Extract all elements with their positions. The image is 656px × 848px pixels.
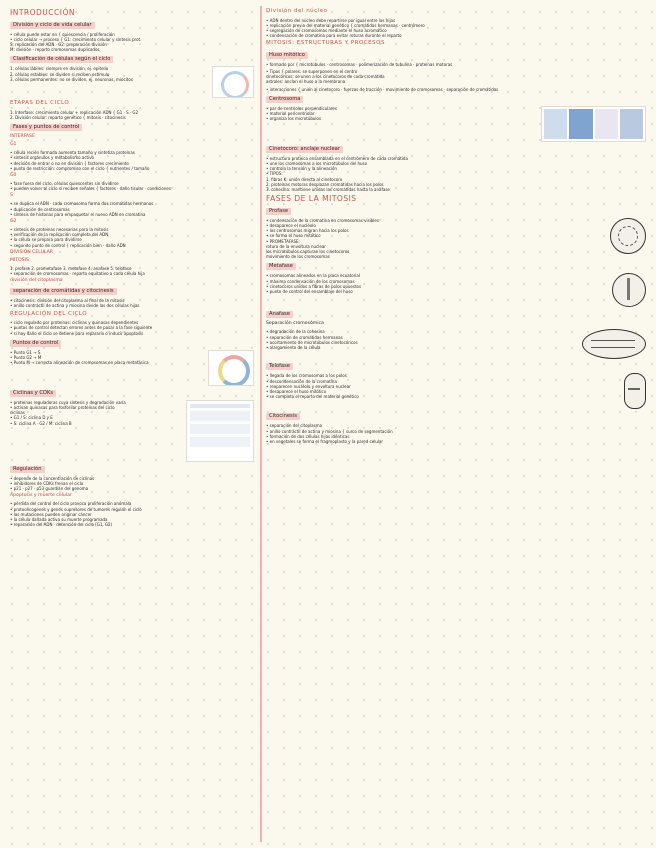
note-line: • separación de cromosomas · reparto equitativo a cada célula hija — [10, 271, 145, 277]
left-column — [10, 6, 254, 529]
note-line: • S: ciclina A · G2 / M: ciclina B — [10, 420, 72, 426]
note-line: 3. células permanentes: no se dividen, ej. neuronas, miocitos — [10, 76, 133, 82]
note-section — [266, 329, 646, 359]
note-section — [10, 100, 254, 108]
note-section — [10, 250, 254, 256]
note-line: • protooncogenes y genes supresores de tumores regulan el ciclo — [10, 506, 142, 512]
note-line: 1. células lábiles: siempre en división, ej. epitelio — [10, 66, 109, 72]
section-heading: Cinetocoro: anclaje nuclear — [266, 146, 343, 153]
note-line: • Punto G1 → S — [10, 349, 41, 355]
note-section — [10, 8, 254, 18]
section-heading: Apoptosis y muerte celular — [10, 493, 72, 499]
note-line: • ADN dentro del núcleo debe repartirse por igual entre las hijas — [266, 17, 396, 23]
note-section — [10, 400, 254, 462]
note-line: • cinetocoros unidos a fibras de polos opuestos — [266, 283, 362, 289]
note-section — [10, 493, 254, 499]
prophase-cell-drawing — [610, 218, 646, 254]
note-line: • si hay daño el ciclo se detiene para repararlo o inducir apoptosis — [10, 330, 144, 336]
note-section — [266, 156, 646, 192]
note-section — [10, 350, 254, 386]
note-section — [10, 338, 254, 348]
note-section — [10, 32, 254, 53]
section-heading: REGULACIÓN DEL CICLO — [10, 310, 88, 317]
note-line: • interacciones { unión al cinetocoro · fuerzas de tracción · movimiento de cromosomas · separación de cromátidas — [266, 86, 499, 92]
section-heading: División y ciclo de vida celular — [10, 22, 95, 29]
note-line: • desaparece el nucléolo — [266, 222, 316, 228]
note-line: • las mutaciones pueden originar cáncer — [10, 511, 92, 517]
note-line: • célula puede estar en { quiescencia / proliferación — [10, 31, 115, 37]
note-section — [266, 423, 646, 444]
section-heading: Centrosoma — [266, 96, 303, 103]
note-line: los microtúbulos capturan los cinetocoros — [266, 248, 350, 254]
section-heading: Metafase — [266, 263, 296, 270]
section-heading: G2 — [10, 219, 17, 225]
note-line: • inhibidores de CDKs frenan el ciclo — [10, 480, 84, 486]
note-section — [10, 311, 254, 319]
note-line: • alargamiento de la célula — [266, 344, 321, 350]
note-section — [266, 309, 646, 319]
note-line: • replicación previa del material genético { cromátidas hermanas · centrómero — [266, 22, 425, 28]
note-section — [266, 50, 646, 60]
centrosome-micrographs — [541, 106, 646, 142]
note-section — [266, 261, 646, 271]
note-line: • degradación de la cohesina — [266, 329, 325, 335]
note-line: • activan quinasas para fosforilar proteínas del ciclo — [10, 404, 115, 410]
note-line: 3. cohesina: mantiene unidas las cromátidas hasta la anafase — [266, 187, 390, 193]
note-line: 1. Interfase: crecimiento celular + replicación ADN { G1 · S · G2 — [10, 109, 139, 115]
note-line: • decisión de entrar o no en división { factores crecimiento — [10, 160, 129, 166]
note-line: movimiento de los cromosomas — [266, 254, 330, 260]
anaphase-cell-drawing — [582, 329, 646, 359]
note-line: • par de centriolos perpendiculares — [266, 105, 337, 111]
note-line: • los centrosomas migran hacia los polos — [266, 228, 349, 234]
note-line: 1. profase 2. prometafase 3. metafase 4. anafase 5. telofase — [10, 265, 132, 271]
metaphase-cell-drawing — [612, 273, 646, 307]
section-heading: Citocinesis — [266, 413, 300, 420]
note-line: cinetocóricos: se unen a los cinetocoros de cada cromátida — [266, 74, 385, 80]
section-heading: Clasificación de células según el ciclo — [10, 56, 113, 63]
note-section — [266, 144, 646, 154]
note-line: • G1 / S: ciclina D y E — [10, 415, 53, 421]
note-section — [10, 464, 254, 474]
note-line: • controla la tensión y la alineación — [266, 166, 337, 172]
note-section — [10, 54, 254, 64]
note-line: • Tipos { polares: se superponen en el centro — [266, 69, 358, 75]
note-section — [10, 122, 254, 132]
note-section — [10, 173, 254, 179]
note-section — [10, 258, 254, 264]
note-section — [266, 273, 646, 307]
section-heading: MITOSIS — [10, 257, 29, 263]
note-line: • depende de la concentración de ciclinas — [10, 475, 95, 481]
telophase-cell-drawing — [624, 373, 646, 409]
note-section — [10, 219, 254, 225]
note-line: • p21 · p27 · p53 guardián del genoma — [10, 486, 89, 492]
note-line: • citocinesis: división del citoplasma al final de la mitosis — [10, 298, 125, 304]
note-line: • cromosomas alineados en la placa ecuatorial — [266, 273, 360, 279]
note-line: • síntesis orgánulos y metabolismo activo — [10, 155, 95, 161]
note-line: • organiza los microtúbulos — [266, 116, 322, 122]
note-line: • ciclo regulado por proteínas: ciclinas y quinasas dependientes — [10, 320, 139, 326]
note-line: • segundo punto de control { replicación bien · daño ADN — [10, 242, 126, 248]
note-section — [266, 218, 646, 260]
section-heading: separación de cromátidas y citocinesis — [10, 288, 117, 295]
note-line: • punto de control del ensamblaje del huso — [266, 288, 353, 294]
note-line: • la célula dañada activa su muerte programada — [10, 517, 108, 522]
note-line: • PROMETAFASE: — [266, 238, 300, 244]
note-line: • se completa el reparto del material genético — [266, 394, 359, 400]
section-heading: INTRODUCCIÓN — [10, 8, 75, 17]
note-section — [10, 388, 254, 398]
note-section — [10, 201, 254, 217]
note-section — [266, 106, 646, 142]
note-line: • reparación del ADN · detención del ciclo (G1, G2) — [10, 522, 113, 528]
section-heading: Telofase — [266, 363, 293, 370]
note-line: • acortamiento de microtúbulos cinetocóricos — [266, 339, 358, 345]
note-section — [10, 266, 254, 276]
note-section — [10, 66, 254, 98]
note-line: 2. División celular: reparto genético { mitosis · citocinesis — [10, 115, 126, 121]
note-section — [266, 373, 646, 409]
section-heading: G0 — [10, 173, 17, 179]
section-heading: Separación cromosómica — [266, 321, 324, 327]
note-line: • se forma el huso mitótico — [266, 233, 321, 239]
note-section — [266, 94, 646, 104]
note-line: • reaparecen nucléolo y envoltura nuclear — [266, 383, 351, 389]
checkpoint-diagram — [208, 350, 254, 386]
note-line: • célula recién formada aumenta tamaño y sintetiza proteínas — [10, 150, 135, 156]
note-line: rotura de la envoltura nuclear — [266, 243, 326, 249]
section-heading: Profase — [266, 208, 291, 215]
note-line: • material pericentriolar — [266, 111, 315, 117]
right-column — [266, 6, 646, 446]
note-line: • verificación de la replicación completa del ADN — [10, 232, 109, 238]
note-line: ciclinas — [10, 410, 25, 416]
section-heading: INTERFASE — [10, 134, 35, 140]
note-line: • proteínas reguladoras cuya síntesis y degradación varía — [10, 399, 126, 405]
note-line: 2. proteínas motoras desplazan cromátidas hacia los polos — [266, 181, 384, 187]
section-heading: Anafase — [266, 311, 293, 318]
note-line: • Punto M → correcta alineación de cromosomas en placa metafásica — [10, 360, 149, 366]
note-line: • anillo contráctil de actina y miosina divide las dos células hijas — [10, 303, 140, 309]
note-section — [10, 150, 254, 171]
note-line: • separación del citoplasma — [266, 423, 323, 429]
note-section — [266, 321, 646, 327]
note-line: • pueden volver al ciclo si reciben señales { factores · daño tisular · condiciones — [10, 186, 171, 192]
note-section — [10, 278, 254, 284]
note-line: • segregación de cromosomas mediante el huso acromático — [266, 27, 387, 33]
note-section — [10, 320, 254, 336]
note-line: • pérdida del control del ciclo provoca proliferación anómala — [10, 501, 132, 507]
note-section — [266, 87, 646, 92]
note-section — [10, 181, 254, 191]
cyclin-table-image — [186, 400, 254, 462]
note-line: • condensación de cromatina para evitar roturas durante el reparto — [266, 33, 402, 39]
note-line: • síntesis de proteínas necesarias para la mitosis — [10, 227, 109, 233]
note-section — [10, 134, 254, 140]
section-heading: Puntos de control — [10, 340, 61, 347]
note-line: • duplicación de centrosomas — [10, 206, 70, 212]
section-heading: División del núcleo — [266, 8, 328, 14]
note-section — [10, 20, 254, 30]
note-line: • descondensación de la cromatina — [266, 378, 337, 384]
note-section — [266, 40, 646, 48]
note-line: • Punto G2 → M — [10, 354, 42, 360]
note-line: 2. células estables: se dividen si reciben estímulo — [10, 71, 110, 77]
note-section — [266, 62, 646, 67]
note-line: 1. fibras K: unión directa al cinetocoro — [266, 176, 343, 182]
note-section — [10, 476, 254, 492]
section-heading: Regulación — [10, 466, 45, 473]
section-heading: DIVISIÓN CELULAR — [10, 249, 53, 255]
note-line: • en vegetales se forma el fragmoplasto y la pared celular — [266, 438, 384, 444]
note-line: • puntos de control detectan errores antes de pasar a la fase siguiente — [10, 325, 153, 331]
note-line: • anillo contráctil de actina y miosina { surco de segmentación — [266, 428, 393, 434]
note-section — [10, 110, 254, 120]
note-section — [10, 193, 254, 199]
note-section — [266, 411, 646, 421]
note-line: • máxima condensación de los cromosomas — [266, 278, 355, 284]
note-line: • ciclo celular → proceso { G1: crecimiento celular y síntesis prot. — [10, 36, 142, 42]
note-line: M: división · reparto cromosomas duplicados — [10, 47, 100, 53]
note-line: • estructura proteica ensamblada en el centrómero de cada cromátida — [266, 155, 408, 161]
note-line: • formado por { microtúbulos · centrosomas · polimerización de tubulina · proteínas motoras — [266, 61, 453, 67]
note-line: • desaparece el huso mitótico — [266, 388, 327, 394]
note-line: • TIPOS: — [266, 171, 283, 177]
note-section — [266, 69, 646, 85]
note-section — [10, 227, 254, 248]
section-heading: Fases y puntos de control — [10, 124, 82, 131]
section-heading: S — [10, 193, 13, 199]
note-line: • llegada de los cromosomas a los polos — [266, 373, 347, 379]
note-section — [10, 142, 254, 148]
section-heading: ETAPAS DEL CICLO — [10, 100, 70, 107]
section-heading: Ciclinas y CDKs — [10, 390, 56, 397]
note-section — [10, 298, 254, 308]
note-section — [10, 286, 254, 296]
note-line: astrales: anclan el huso a la membrana — [266, 79, 346, 85]
note-section — [266, 18, 646, 39]
note-line: • separación de cromátidas hermanas — [266, 334, 343, 340]
note-line: S: replicación del ADN · G2: preparación división — [10, 41, 107, 47]
column-divider — [260, 6, 262, 842]
section-heading: Huso mitótico — [266, 52, 308, 59]
note-line: • une los cromosomas a los microtúbulos del huso — [266, 161, 368, 167]
note-line: • fase fuera del ciclo, células quiescentes sin dividirse — [10, 181, 119, 187]
note-line: • síntesis de histonas para empaquetar el nuevo ADN en cromatina — [10, 211, 146, 217]
section-heading: MITOSIS: ESTRUCTURAS Y PROCESOS — [266, 40, 385, 47]
note-line: • se duplica el ADN · cada cromosoma forma dos cromátidas hermanas — [10, 201, 154, 207]
note-line: • formación de dos células hijas idénticas — [266, 433, 350, 439]
cell-cycle-diagram — [212, 66, 254, 98]
note-section — [10, 501, 254, 527]
note-section — [266, 194, 646, 204]
section-heading: división del citoplasma — [10, 278, 63, 284]
note-line: • la célula se prepara para dividirse — [10, 237, 82, 243]
note-section — [266, 8, 646, 16]
section-heading: FASES DE LA MITOSIS — [266, 194, 357, 204]
section-heading: G1 — [10, 142, 17, 148]
note-section — [266, 206, 646, 216]
note-line: • punto de restricción: compromiso con el ciclo { nutrientes / tamaño — [10, 165, 150, 171]
note-line: • condensación de la cromatina en cromosomas visibles — [266, 217, 379, 223]
note-section — [266, 361, 646, 371]
